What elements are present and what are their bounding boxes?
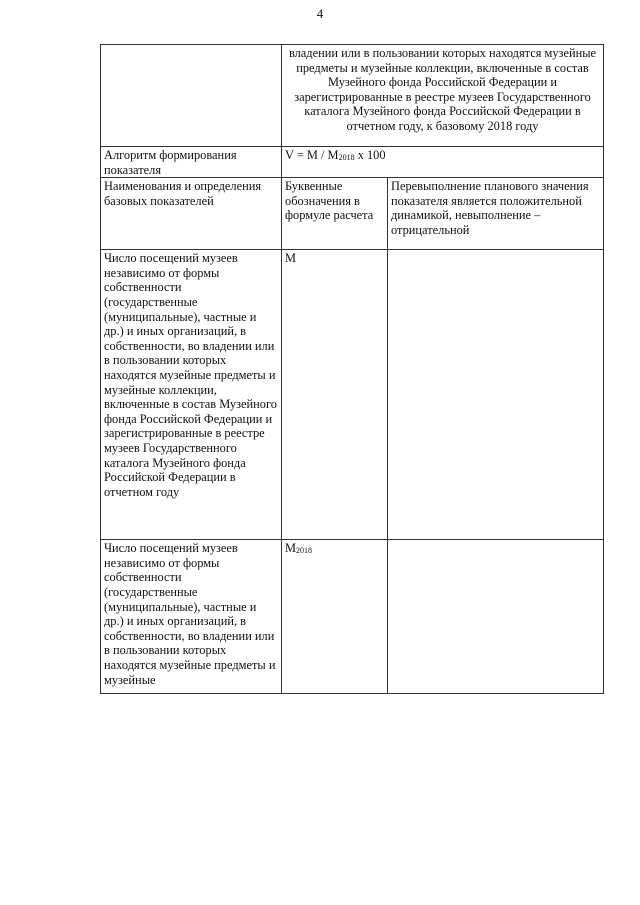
algorithm-label: Алгоритм формирования показателя: [101, 147, 282, 178]
header-names: Наименования и определения базовых показателей: [101, 178, 282, 250]
table-row: [101, 250, 604, 540]
table-row: [101, 540, 604, 694]
indicator-name: Число посещений музеев независимо от формы собственности (государственные (муниципальные), частные и др.) и иных организаций, в собственности, во владении или в пользовании которых находятся музейные предметы и музейные: [101, 540, 282, 694]
formula-suffix: x 100: [354, 148, 386, 162]
header-row: [101, 178, 604, 250]
formula-prefix: V = M / M: [285, 148, 339, 162]
indicator-note: [388, 540, 604, 694]
page-number: 4: [316, 6, 324, 21]
continuation-row: [101, 45, 604, 147]
formula-subscript: 2018: [338, 153, 355, 162]
algorithm-formula: [282, 147, 604, 178]
header-symbols: Буквенные обозначения в формуле расчета: [282, 178, 388, 250]
indicator-symbol: М: [282, 250, 388, 540]
indicator-table: [100, 44, 604, 694]
indicator-symbol: [282, 540, 388, 694]
header-dynamics: Перевыполнение планового значения показателя является положительной динамикой, невыполнение – отрицательной: [388, 178, 604, 250]
algorithm-row: [101, 147, 604, 178]
symbol-base: М: [285, 541, 297, 556]
indicator-note: [388, 250, 604, 540]
symbol-subscript: 2018: [296, 546, 313, 556]
continuation-label-cell: [101, 45, 282, 147]
continuation-text: владении или в пользовании которых находятся музейные предметы и музейные коллекции, включенные в состав Музейного фонда Российской Федерации и зарегистрированные в реестре музеев Государственного каталога Музейного фонда Российской Федерации в отчетном году, к базовому 2018 году: [282, 45, 604, 147]
indicator-name: Число посещений музеев независимо от формы собственности (государственные (муниципальные), частные и др.) и иных организаций, в собственности, во владении или в пользовании которых находятся музейные предметы и музейные коллекции, включенные в состав Музейного фонда Российской Федерации и зарегистрированные в реестре музеев Государственного каталога Музейного фонда Российской Федерации в отчетном году: [101, 250, 282, 540]
